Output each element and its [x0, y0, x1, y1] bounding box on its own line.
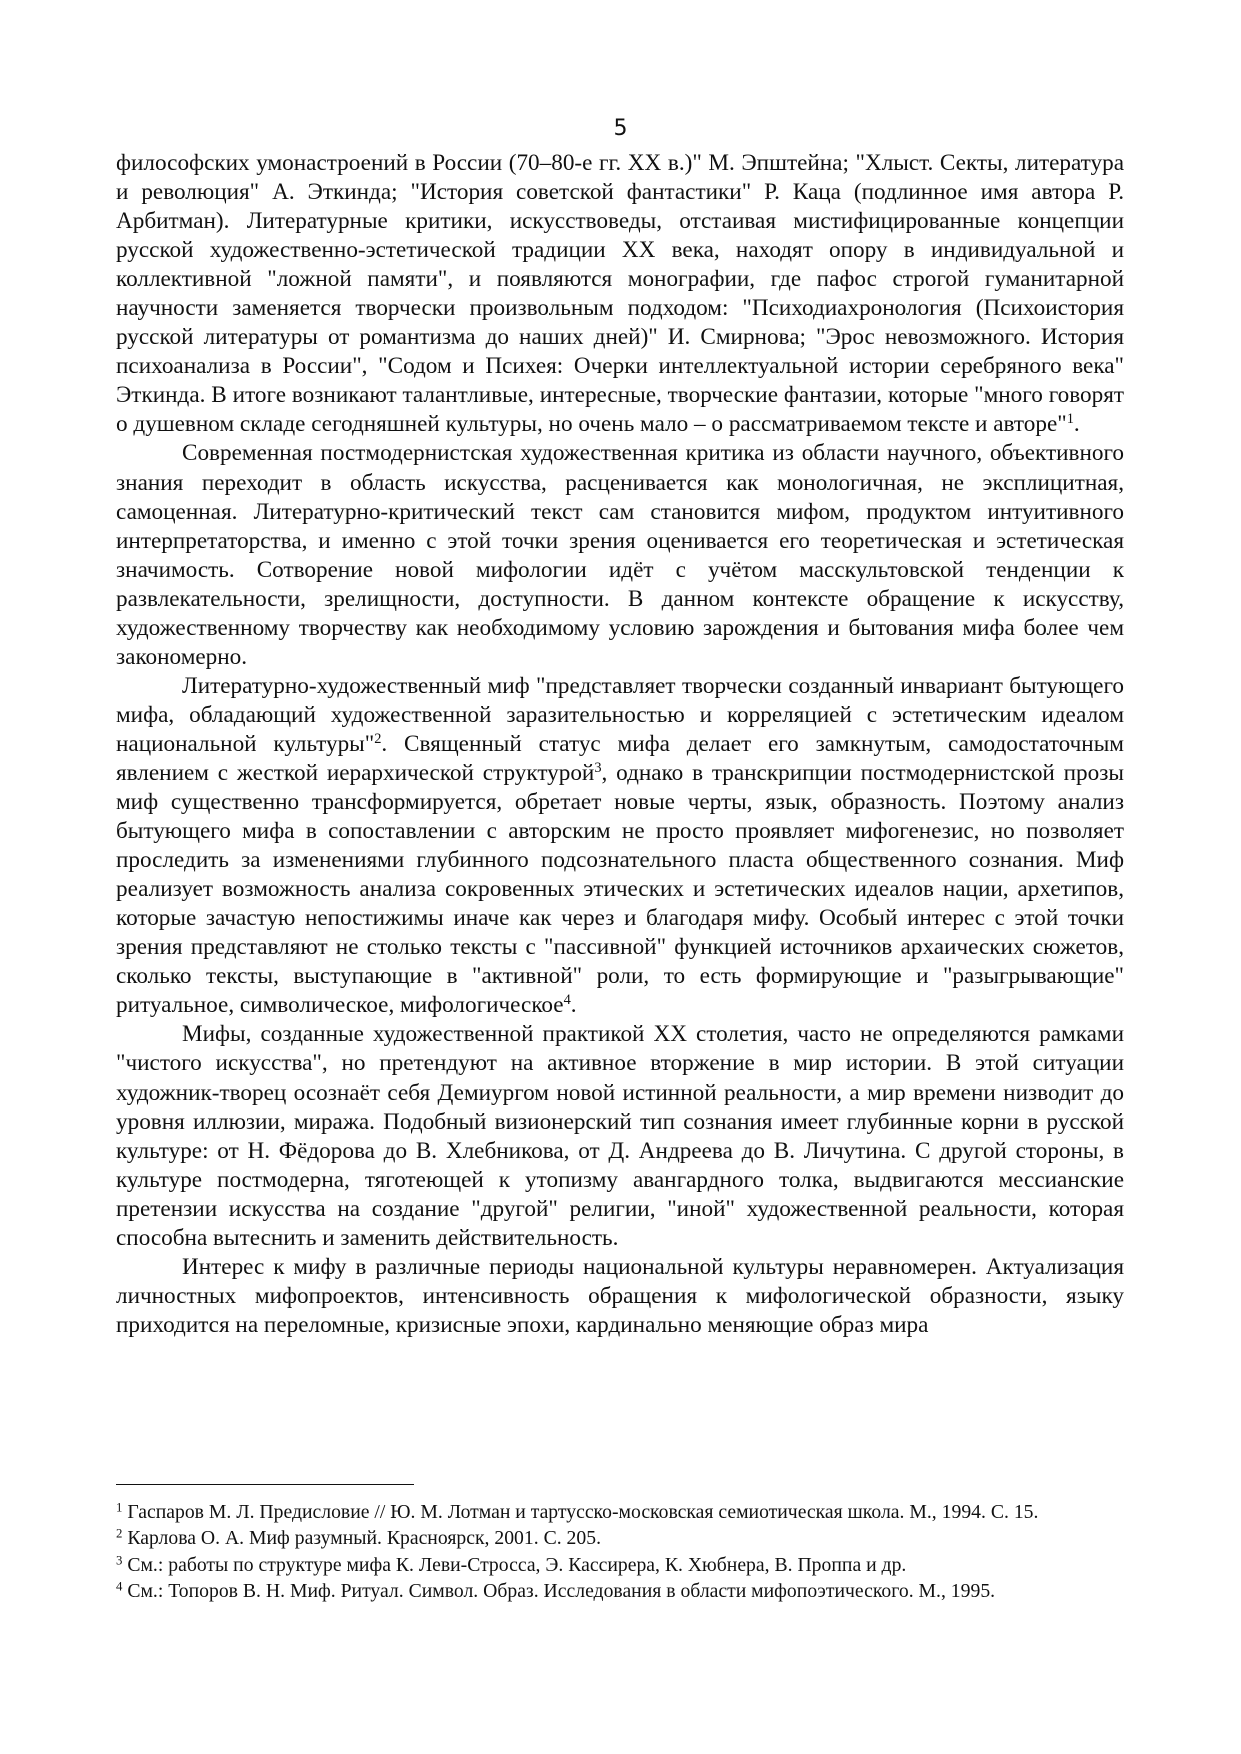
paragraph-text: . Священный статус мифа делает его замкнутым, самодостаточным явлением с жесткой иерархической структурой	[116, 730, 1124, 786]
footnote-text: Карлова О. А. Миф разумный. Красноярск, 2001. С. 205.	[127, 1527, 602, 1550]
paragraph-1	[116, 149, 1124, 439]
paragraph-4	[116, 1020, 1124, 1252]
footnote-mark: 4	[116, 1579, 123, 1594]
paragraph-text: Интерес к мифу в различные периоды национальной культуры неравномерен. Актуализация личностных мифопроектов, интенсивность обращения к мифологической образности, языку приходится на переломные, кризисные эпохи, кардинально меняющие образ мира	[116, 1253, 1124, 1338]
footnote-separator	[116, 1484, 414, 1485]
footnote-ref-4[interactable]: 4	[563, 992, 571, 1009]
paragraph-text: Литературно-художественный миф "представляет творчески созданный инвариант бытующего мифа, обладающий художественной заразительностью и корреляцией с эстетическим идеалом национальной культуры"	[116, 672, 1124, 757]
footnotes	[116, 1500, 1124, 1606]
footnote-3	[116, 1553, 1124, 1577]
paragraph-5	[116, 1253, 1124, 1340]
footnote-1	[116, 1500, 1124, 1524]
paragraph-text: Современная постмодернистская художественная критика из области научного, объективного знания переходит в область искусства, расценивается как монологичная, не эксплицитная, самоценная. Литературно-критический текст сам становится мифом, продуктом интуитивного интерпретаторства, и именно с этой точки зрения оценивается его теоретическая и эстетическая значимость. Сотворение новой мифологии идёт с учётом масскультовской тенденции к развлекательности, зрелищности, доступности. В данном контексте обращение к искусству, художественному творчеству как необходимому условию зарождения и бытования мифа более чем закономерно.	[116, 440, 1124, 670]
paragraph-text: философских умонастроений в России (70–80-е гг. XX в.)" М. Эпштейна; "Хлыст. Секты, литература и революция" А. Эткинда; "История советской фантастики" Р. Каца (подлинное имя автора Р. Арбитман). Литературные критики, искусствоведы, отстаивая мистифицированные концепции русской художественно-эстетической традиции XX века, находят опору в индивидуальной и коллективной "ложной памяти", и появляются монографии, где пафос строгой гуманитарной научности заменяется творчески произвольным подходом: "Психодиахронология (Психоистория русской литературы от романтизма до наших дней)" И. Смирнова; "Эрос невозможного. История психоанализа в России", "Содом и Психея: Очерки интеллектуальной истории серебряного века" Эткинда. В итоге возникают талантливые, интересные, творческие фантазии, которые "много говорят о душевном складе сегодняшней культуры, но очень мало – о рассматриваемом тексте и авторе"	[116, 150, 1124, 438]
paragraph-2	[116, 439, 1124, 671]
footnote-2	[116, 1526, 1124, 1550]
paragraph-text: Мифы, созданные художественной практикой XX столетия, часто не определяются рамками "чистого искусства", но претендуют на активное вторжение в мир истории. В этой ситуации художник-творец осознаёт себя Демиургом новой истинной реальности, а мир времени низводит до уровня иллюзии, миража. Подобный визионерский тип сознания имеет глубинные корни в русской культуре: от Н. Фёдорова до В. Хлебникова, от Д. Андреева до В. Личутина. С другой стороны, в культуре постмодерна, тяготеющей к утопизму авангардного толка, выдвигаются мессианские претензии искусства на создание "другой" религии, "иной" художественной реальности, которая способна вытеснить и заменить действительность.	[116, 1021, 1124, 1251]
footnote-ref-2[interactable]: 2	[374, 731, 382, 748]
footnote-mark: 2	[116, 1527, 123, 1542]
footnote-mark: 1	[116, 1500, 123, 1515]
paragraph-3	[116, 672, 1124, 1021]
footnote-ref-1[interactable]: 1	[1066, 411, 1074, 428]
sentence-period: .	[570, 992, 577, 1019]
paragraph-text: , однако в транскрипции постмодернистской прозы миф существенно трансформируется, обретает новые черты, язык, образность. Поэтому анализ бытующего мифа в сопоставлении с авторским не просто проявляет мифогенезис, но позволяет проследить за изменениями глубинного подсознательного пласта общественного сознания. Миф реализует возможность анализа сокровенных этических и эстетических идеалов нации, архетипов, которые зачастую непостижимы иначе как через и благодаря мифу. Особый интерес с этой точки зрения представляют не столько тексты с "пассивной" функцией источников архаических сюжетов, сколько тексты, выступающие в "активной" роли, то есть формирующие и "разыгрывающие" ритуальное, символическое, мифологическое	[116, 759, 1124, 1019]
footnote-text: См.: работы по структуре мифа К. Леви-Стросса, Э. Кассирера, К. Хюбнера, В. Проппа и др.	[127, 1553, 907, 1576]
footnote-text: Гаспаров М. Л. Предисловие // Ю. М. Лотман и тартусско-московская семиотическая школа. М., 1994. С. 15.	[127, 1501, 1039, 1523]
body-text	[116, 149, 1124, 1340]
footnote-text: См.: Топоров В. Н. Миф. Ритуал. Символ. Образ. Исследования в области мифопоэтического. М., 1995.	[127, 1580, 996, 1603]
footnote-mark: 3	[116, 1553, 123, 1568]
sentence-period: .	[1073, 411, 1080, 438]
page-number: 5	[613, 116, 628, 141]
footnote-ref-3[interactable]: 3	[594, 760, 602, 777]
footnote-4	[116, 1579, 1124, 1603]
